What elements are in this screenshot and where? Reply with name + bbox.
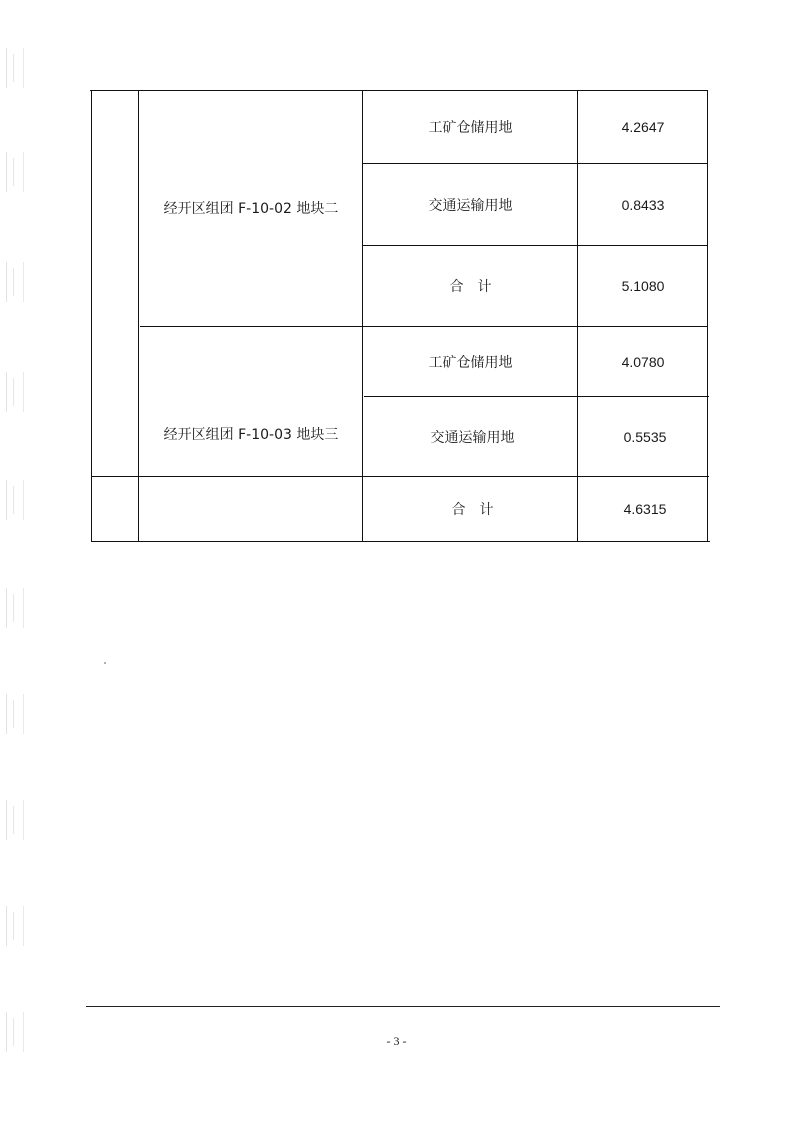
- scan-edge-mark: [6, 906, 24, 946]
- subtotal-label: 合 计: [451, 502, 494, 518]
- subtotal-value-cell: [581, 477, 709, 541]
- scan-edge-mark: [6, 588, 24, 628]
- subtotal-value-cell: [579, 246, 707, 326]
- footer-rule: [86, 1006, 720, 1007]
- plot-name-cell: [140, 392, 362, 476]
- scan-edge-mark: [6, 694, 24, 734]
- land-use-cell: [364, 327, 577, 396]
- page-number: - 3 -: [386, 1034, 407, 1048]
- land-use-label: 工矿仓储用地: [428, 354, 513, 371]
- land-use-cell: [366, 397, 579, 476]
- subtotal-value: 4.6315: [623, 501, 667, 517]
- area-value: 4.0780: [621, 353, 665, 370]
- land-use-label: 交通运输用地: [428, 198, 513, 214]
- area-value-cell: [579, 91, 707, 163]
- area-value-cell: [579, 327, 707, 396]
- land-use-cell: [364, 164, 577, 246]
- plot-name-cell: [140, 163, 362, 253]
- subtotal-value: 5.1080: [621, 278, 665, 294]
- subtotal-label-cell: [364, 246, 577, 326]
- table-border-bottom: [92, 541, 710, 542]
- table-border-left: [91, 90, 92, 542]
- plot-name: 经开区组团 F-10-03 地块三: [163, 427, 339, 443]
- area-value: 0.5535: [623, 428, 667, 445]
- area-value-cell: [581, 397, 709, 476]
- scan-edge-mark: [6, 800, 24, 840]
- land-use-label: 交通运输用地: [430, 429, 515, 446]
- subtotal-label-cell: [366, 477, 579, 541]
- area-value-cell: [579, 164, 707, 246]
- subtotal-label: 合 计: [449, 279, 492, 295]
- land-use-table: [0, 0, 793, 560]
- scan-speck: [104, 662, 106, 664]
- plot-name: 经开区组团 F-10-02 地块二: [163, 201, 339, 217]
- area-value: 0.8433: [621, 197, 665, 213]
- area-value: 4.2647: [621, 119, 665, 135]
- land-use-cell: [364, 91, 577, 163]
- land-use-label: 工矿仓储用地: [428, 120, 513, 136]
